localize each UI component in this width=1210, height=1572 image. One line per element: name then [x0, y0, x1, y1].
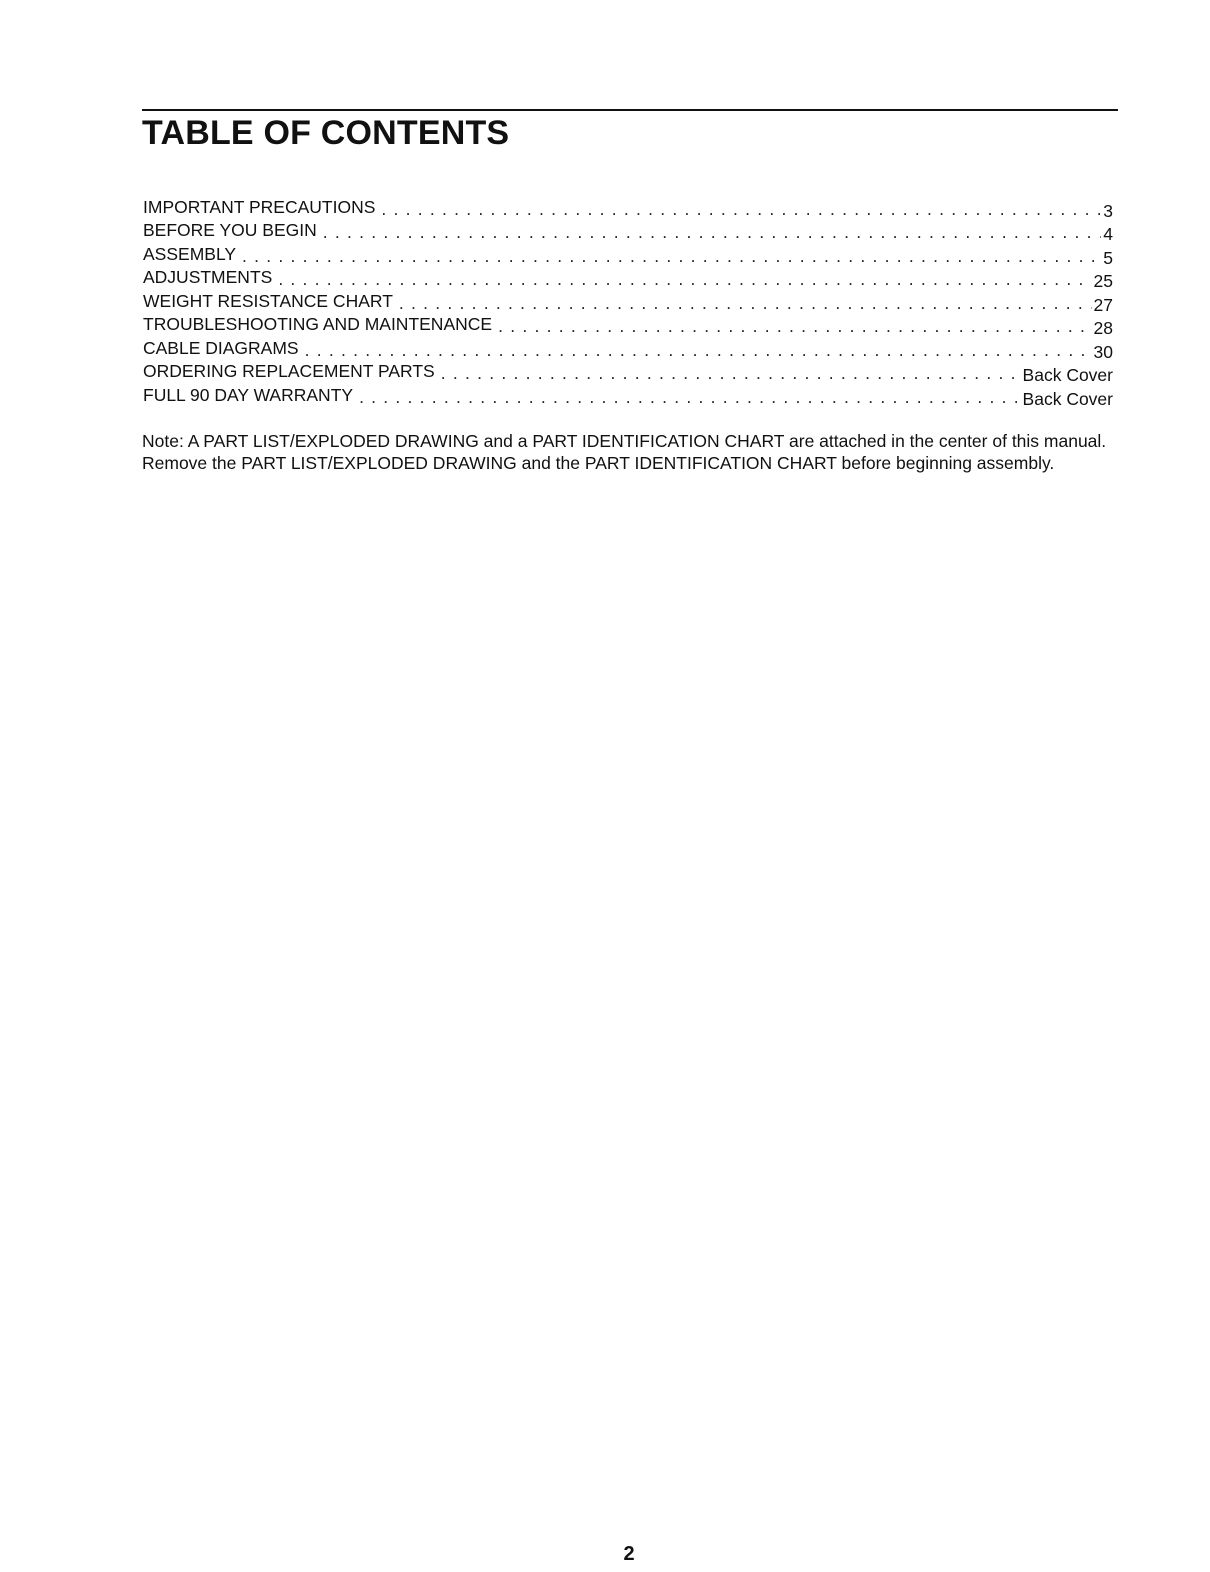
toc-entry-label: ORDERING REPLACEMENT PARTS	[143, 361, 435, 381]
toc-entry-label: IMPORTANT PRECAUTIONS	[143, 196, 376, 217]
toc-entry-label: ADJUSTMENTS	[143, 267, 273, 287]
toc-entry-full-90-day-warranty	[143, 381, 1113, 405]
page-number: 2	[623, 1543, 635, 1565]
toc-dot-leader	[323, 222, 1102, 240]
toc-entry-page: 3	[1103, 200, 1113, 217]
toc-entry-troubleshooting-and-maintenance	[143, 311, 1113, 335]
table-of-contents	[143, 193, 1113, 405]
toc-entry-page: 25	[1093, 271, 1113, 287]
toc-entry-ordering-replacement-parts	[143, 358, 1113, 382]
toc-entry-page: 4	[1103, 224, 1113, 240]
toc-dot-leader	[498, 316, 1091, 334]
toc-dot-leader	[278, 269, 1091, 287]
toc-entry-assembly	[143, 240, 1113, 264]
page-title: TABLE OF CONTENTS	[142, 114, 510, 152]
toc-entry-label: TROUBLESHOOTING AND MAINTENANCE	[143, 314, 493, 334]
toc-entry-important-precautions	[143, 193, 1113, 217]
toc-entry-label: FULL 90 DAY WARRANTY	[143, 384, 354, 405]
toc-dot-leader	[242, 246, 1101, 264]
toc-entry-label: CABLE DIAGRAMS	[143, 337, 299, 358]
toc-entry-label: ASSEMBLY	[143, 243, 237, 264]
assembly-note: Note: A PART LIST/EXPLODED DRAWING and a PART IDENTIFICATION CHART are attached in the center of this manual. Remove the PART LIST/EXPLODED DRAWING and the PART IDENTIFICATION CHART before beginning assembly.	[142, 431, 1107, 473]
toc-entry-label: BEFORE YOU BEGIN	[143, 220, 317, 240]
toc-entry-page: 5	[1103, 247, 1113, 264]
toc-entry-page: Back Cover	[1022, 365, 1113, 381]
toc-dot-leader	[399, 293, 1092, 311]
toc-entry-page: Back Cover	[1022, 388, 1113, 405]
toc-entry-label: WEIGHT RESISTANCE CHART	[143, 290, 393, 311]
toc-dot-leader	[305, 340, 1092, 358]
toc-entry-before-you-begin	[143, 217, 1113, 241]
toc-entry-page: 27	[1093, 294, 1113, 311]
toc-entry-weight-resistance-chart	[143, 287, 1113, 311]
toc-dot-leader	[381, 199, 1101, 217]
toc-entry-adjustments	[143, 264, 1113, 288]
header-rule	[142, 109, 1118, 111]
toc-dot-leader	[441, 363, 1021, 381]
toc-entry-page: 28	[1093, 318, 1113, 334]
toc-entry-page: 30	[1093, 341, 1113, 358]
toc-entry-cable-diagrams	[143, 334, 1113, 358]
toc-dot-leader	[359, 387, 1020, 405]
